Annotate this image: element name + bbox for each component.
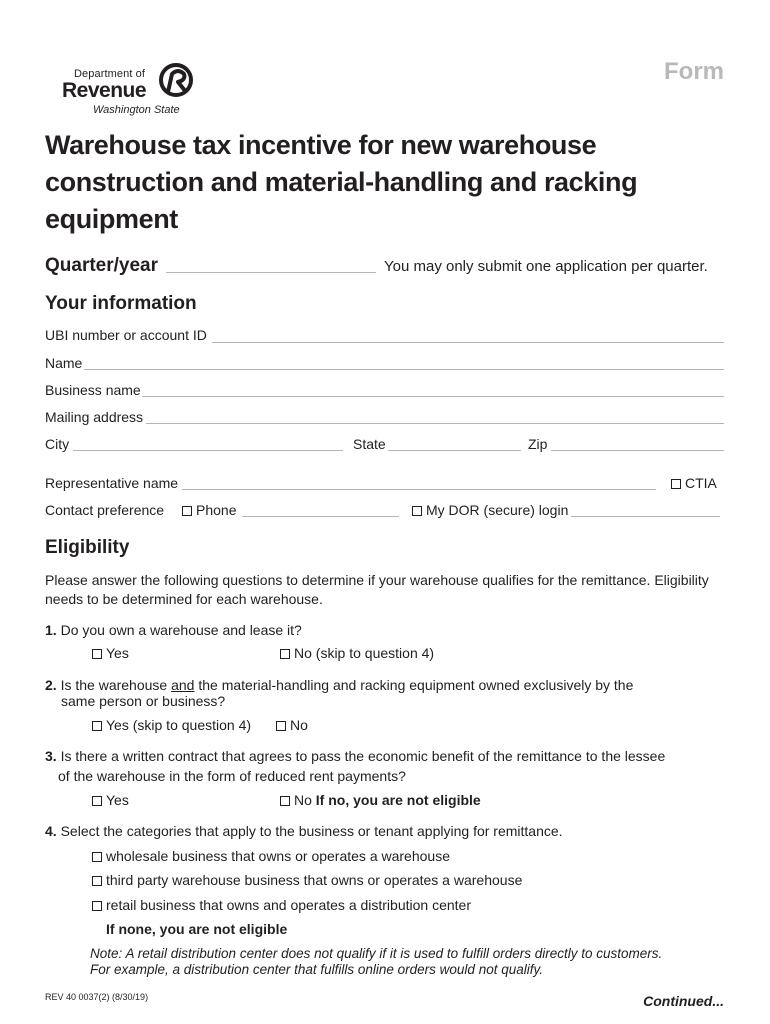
q3-no-checkbox[interactable] bbox=[280, 796, 290, 806]
q1-yes-option[interactable]: Yes bbox=[92, 645, 129, 661]
q3-yes-checkbox[interactable] bbox=[92, 796, 102, 806]
contact-preference-label: Contact preference bbox=[45, 502, 165, 518]
q4-option-retail[interactable]: retail business that owns and operates a distribution center bbox=[92, 897, 471, 913]
business-name-label: Business name bbox=[45, 382, 141, 398]
city-field[interactable] bbox=[73, 450, 343, 451]
representative-field[interactable] bbox=[182, 489, 656, 490]
quarter-note: You may only submit one application per quarter. bbox=[384, 258, 708, 275]
your-information-heading: Your information bbox=[45, 293, 197, 314]
continued-label: Continued... bbox=[643, 993, 724, 1009]
dor-logo-mark-icon bbox=[158, 62, 194, 102]
q4-note-line-1: Note: A retail distribution center does not qualify if it is used to fulfill orders directly to customers. bbox=[90, 946, 663, 961]
question-1: 1. Do you own a warehouse and lease it? bbox=[45, 622, 302, 638]
q1-yes-checkbox[interactable] bbox=[92, 649, 102, 659]
logo-revenue-text: Revenue bbox=[62, 79, 147, 102]
question-3-line-2: of the warehouse in the form of reduced rent payments? bbox=[58, 768, 406, 784]
q4-wholesale-checkbox[interactable] bbox=[92, 852, 102, 862]
representative-label: Representative name bbox=[45, 475, 179, 491]
q4-option-wholesale[interactable]: wholesale business that owns or operates a warehouse bbox=[92, 848, 450, 864]
eligibility-heading: Eligibility bbox=[45, 537, 130, 558]
q2-yes-checkbox[interactable] bbox=[92, 721, 102, 731]
q4-option-third-party[interactable]: third party warehouse business that owns or operates a warehouse bbox=[92, 872, 522, 888]
question-2: 2. Is the warehouse and the material-handling and racking equipment owned exclusively by the bbox=[45, 677, 634, 693]
q2-yes-option[interactable]: Yes (skip to question 4) bbox=[92, 717, 251, 733]
eligibility-intro: Please answer the following questions to determine if your warehouse qualifies for the remittance. Eligibility needs to be determined for each warehouse. bbox=[45, 572, 709, 607]
ubi-label: UBI number or account ID bbox=[45, 327, 207, 343]
phone-option[interactable]: Phone bbox=[182, 502, 236, 518]
zip-label: Zip bbox=[528, 436, 548, 452]
dor-login-option[interactable]: My DOR (secure) login bbox=[412, 502, 568, 518]
state-field[interactable] bbox=[388, 450, 521, 451]
q2-no-option[interactable]: No bbox=[276, 717, 308, 733]
mailing-address-label: Mailing address bbox=[45, 409, 144, 425]
ctia-option[interactable]: CTIA bbox=[671, 475, 717, 491]
q3-yes-option[interactable]: Yes bbox=[92, 792, 129, 808]
q3-no-option[interactable]: No If no, you are not eligible bbox=[280, 792, 481, 808]
question-3: 3. Is there a written contract that agrees to pass the economic benefit of the remittance to the lessee bbox=[45, 748, 666, 764]
question-2-line-2: same person or business? bbox=[61, 693, 226, 709]
form-code: REV 40 0037(2) (8/30/19) bbox=[45, 992, 149, 1002]
phone-field[interactable] bbox=[242, 516, 399, 517]
business-name-field[interactable] bbox=[142, 396, 724, 397]
logo-state-text: Washington State bbox=[93, 104, 180, 116]
q4-note-line-2: For example, a distribution center that fulfills online orders would not qualify. bbox=[90, 962, 543, 977]
q1-no-checkbox[interactable] bbox=[280, 649, 290, 659]
zip-field[interactable] bbox=[551, 450, 724, 451]
dor-login-field[interactable] bbox=[571, 516, 720, 517]
q3-not-eligible-note: If no, you are not eligible bbox=[315, 792, 481, 808]
logo-dept-text: Department of bbox=[74, 68, 146, 80]
question-4: 4. Select the categories that apply to the business or tenant applying for remittance. bbox=[45, 823, 563, 839]
mailing-address-field[interactable] bbox=[146, 423, 724, 424]
dor-logo bbox=[60, 62, 200, 118]
q4-retail-checkbox[interactable] bbox=[92, 901, 102, 911]
state-label: State bbox=[353, 436, 386, 452]
q1-no-option[interactable]: No (skip to question 4) bbox=[280, 645, 434, 661]
page-title: Warehouse tax incentive for new warehouse construction and material-handling and racking equipment bbox=[45, 130, 638, 234]
q2-no-checkbox[interactable] bbox=[276, 721, 286, 731]
q4-third-party-checkbox[interactable] bbox=[92, 876, 102, 886]
dor-login-checkbox[interactable] bbox=[412, 506, 422, 516]
city-label: City bbox=[45, 436, 70, 452]
phone-checkbox[interactable] bbox=[182, 506, 192, 516]
name-label: Name bbox=[45, 355, 83, 371]
form-label: Form bbox=[664, 58, 724, 85]
name-field[interactable] bbox=[84, 369, 724, 370]
q4-none-note: If none, you are not eligible bbox=[106, 921, 288, 937]
quarter-year-field[interactable] bbox=[166, 272, 376, 273]
ubi-field[interactable] bbox=[212, 342, 724, 343]
ctia-checkbox[interactable] bbox=[671, 479, 681, 489]
quarter-label: Quarter/year bbox=[45, 255, 159, 276]
